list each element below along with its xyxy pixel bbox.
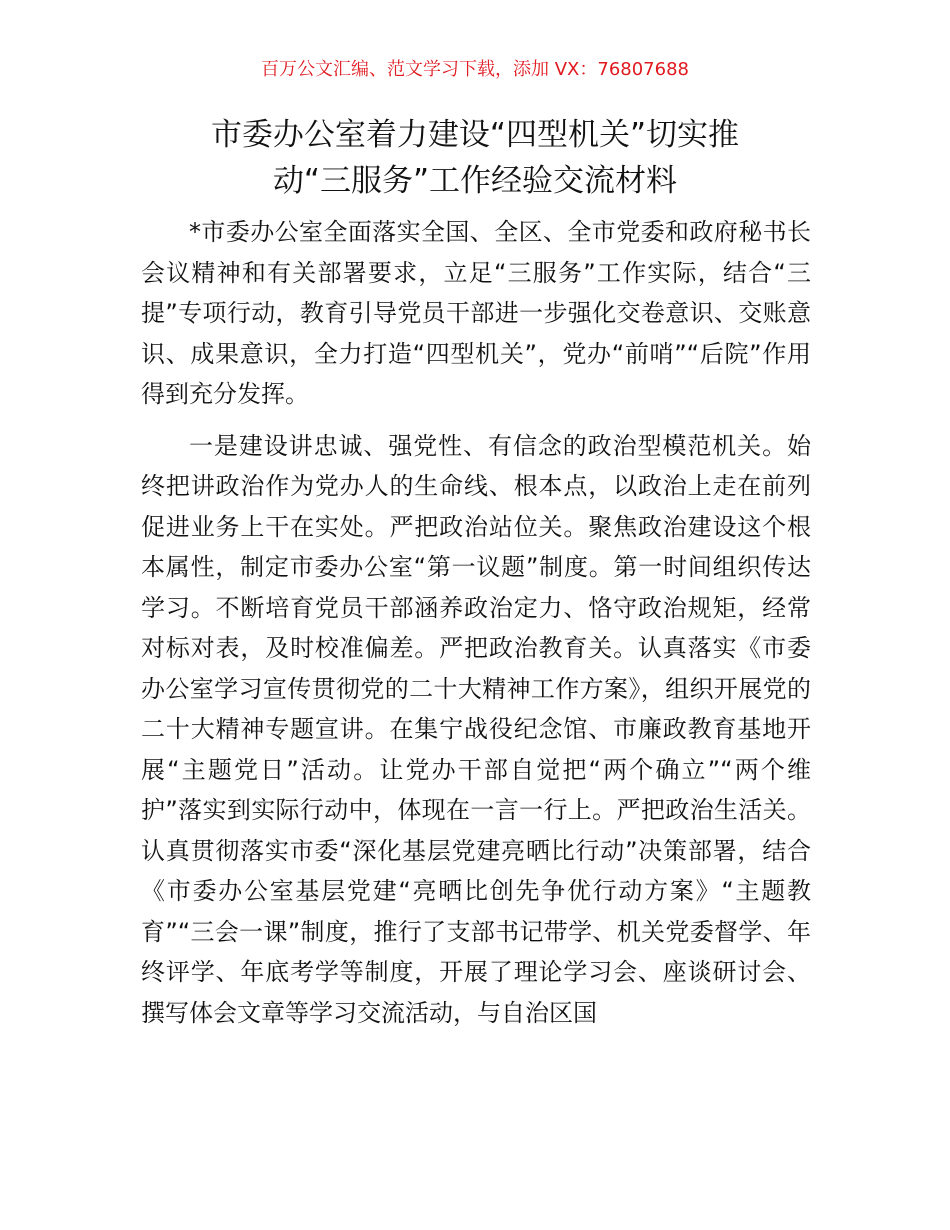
- section-one-paragraph: 一是建设讲忠诚、强党性、有信念的政治型模范机关。始终把讲政治作为党办人的生命线、根本点，以政治上走在前列促进业务上干在实处。严把政治站位关。聚焦政治建设这个根本属性，制定市委办公室“第一议题”制度。第一时间组织传达学习。不断培育党员干部涵养政治定力、恪守政治规矩，经常对标对表，及时校准偏差。严把政治教育关。认真落实《市委办公室学习宣传贯彻党的二十大精神工作方案》，组织开展党的二十大精神专题宣讲。在集宁战役纪念馆、市廉政教育基地开展“主题党日”活动。让党办干部自觉把“两个确立”“两个维护”落实到实际行动中，体现在一言一行上。严把政治生活关。认真贯彻落实市委“深化基层党建亮晒比行动”决策部署，结合《市委办公室基层党建“亮晒比创先争优行动方案》“主题教育”“三会一课”制度，推行了支部书记带学、机关党委督学、年终评学、年底考学等制度，开展了理论学习会、座谈研讨会、撰写体会文章等学习交流活动，与自治区国: [141, 431, 811, 1027]
- title-line-1: 市委办公室着力建设“四型机关”切实推: [210, 117, 740, 153]
- document-body: [141, 212, 811, 1044]
- intro-paragraph: *市委办公室全面落实全国、全区、全市党委和政府秘书长会议精神和有关部署要求，立足“三服务”工作实际，结合“三提”专项行动，教育引导党员干部进一步强化交卷意识、交账意识、成果意识，全力打造“四型机关”，党办“前哨”“后院”作用得到充分发挥。: [141, 218, 811, 408]
- document-title: [150, 112, 800, 204]
- title-line-2: 动“三服务”工作经验交流材料: [272, 163, 678, 199]
- watermark-banner: 百万公文汇编、范文学习下载，添加 VX：76807688: [261, 59, 689, 80]
